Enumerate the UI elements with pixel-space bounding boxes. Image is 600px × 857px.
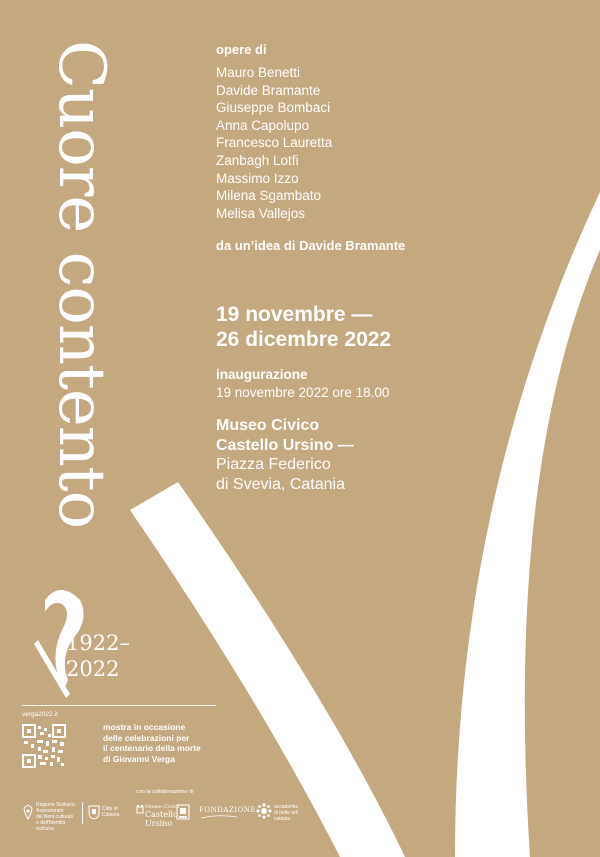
castle-icon [136,804,144,814]
qr-code-icon[interactable] [22,724,66,768]
venue-name-line: Museo Civico [216,417,320,434]
exhibition-description [103,722,201,764]
years-block [66,630,130,682]
artists-list [216,64,332,222]
artist-name: Francesco Lauretta [216,135,333,151]
years-line-2: 2022 [66,657,120,681]
logo-text: e dell'Identità siciliana [36,820,66,832]
website-link[interactable]: verga2022.it [22,711,58,718]
logo-text: Catania [102,812,120,818]
logo-text: dei Beni culturali [36,814,73,820]
partner-logos [22,800,302,830]
opere-label: opere di [216,42,267,57]
fondazione-wordmark: FONDAZIONE [199,806,256,814]
collaboration-label: con la collaborazione di [136,789,194,795]
fondazione-swash [199,814,239,820]
venue-address-line: Piazza Federico [216,456,331,473]
inauguration-label: inaugurazione [216,367,308,382]
artist-name: Milena Sgambato [216,188,322,204]
artist-name: Anna Capolupo [216,117,310,133]
inauguration-block [216,366,389,402]
idea-credit: da un’idea di Davide Bramante [216,238,406,253]
inauguration-value: 19 novembre 2022 ore 18.00 [216,385,390,400]
artist-name: Zanbagh Lotfi [216,152,299,168]
logo-text: accademia [274,804,299,810]
artist-name: Giuseppe Bombaci [216,100,331,116]
footer-divider [22,705,216,706]
date-start: 19 novembre — [216,303,373,326]
region-eagle-icon [22,804,34,820]
date-end: 26 dicembre 2022 [216,328,392,351]
venue-block [216,416,354,494]
partner-logo-fondazione [199,806,256,820]
logo-text: Città di [102,806,118,812]
logo-text: catania [274,816,291,822]
artist-name: Mauro Benetti [216,65,301,80]
academy-emblem-icon [256,803,272,819]
logo-text: Museo Civico [145,804,180,810]
logo-divider [82,802,83,824]
venue-address-line: di Svevia, Catania [216,475,345,493]
artist-name: Massimo Izzo [216,170,299,186]
logo-text: Assessorato [36,808,64,814]
venue-name-line: Castello Ursino — [216,436,354,454]
description-line: di Giovanni Verga [103,753,175,764]
artist-name: Davide Bramante [216,82,321,98]
exhibition-dates [216,302,391,352]
description-line: mostra in occasione [103,722,186,732]
poster-title: Cuore contento [44,40,118,529]
logo-text: Castello [145,810,178,819]
artist-name: Melisa Vallejos [216,205,306,221]
logo-text: Ursino [145,819,173,828]
logo-text: di belle arti [274,810,299,816]
description-line: il centenario della morte [103,743,201,753]
years-line-1: 1922– [66,631,130,655]
building-icon [176,804,190,820]
logo-text: Regione Siciliana [36,802,75,808]
description-line: delle celebrazioni per [103,732,190,743]
city-crest-icon [88,804,100,820]
